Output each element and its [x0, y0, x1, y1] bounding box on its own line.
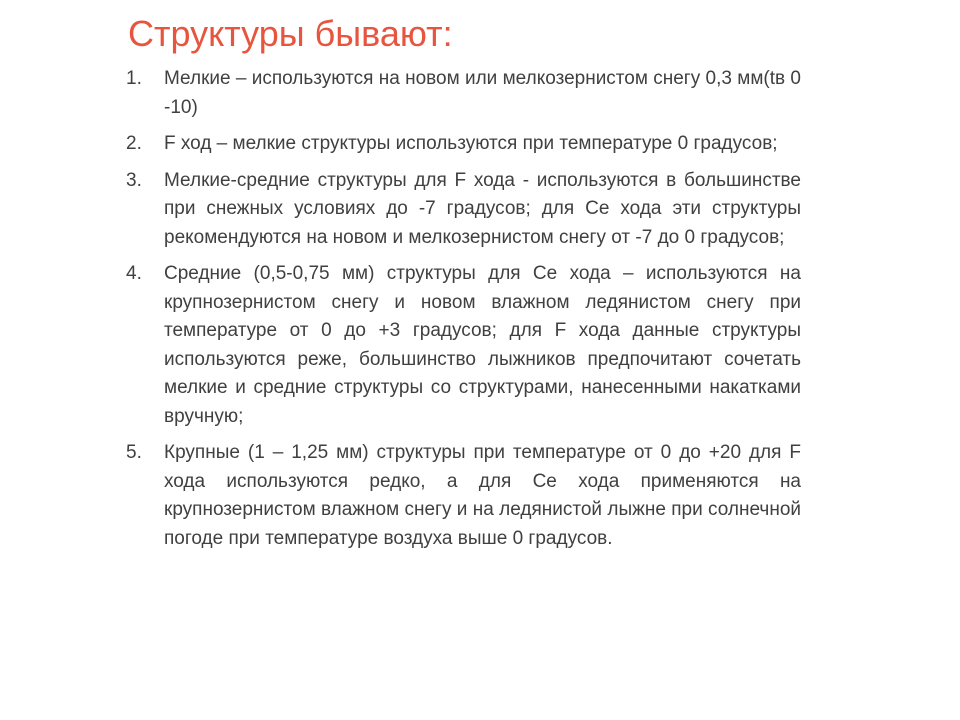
list-item-number: 2. — [126, 133, 142, 154]
list-item-text: Средние (0,5-0,75 мм) структуры для Се хода – используются на крупнозернистом снегу и новом влажном ледянистом снегу при температуре от 0 до +3 градусов; для F хода данные структуры используются реже, большинство лыжников предпочитают сочетать мелкие и средние структуры со структурами, нанесенными накатками вручную; — [164, 263, 801, 427]
list-item — [126, 167, 801, 253]
slide-title: Структуры бывают: — [128, 13, 453, 54]
list-item-text: Мелкие-средние структуры для F хода - используются в большинстве при снежных условиях до -7 градусов; для Се хода эти структуры рекомендуются на новом и мелкозернистом снегу от -7 до 0 градусов; — [164, 169, 801, 248]
list-item-number: 5. — [126, 442, 142, 463]
structures-list — [126, 65, 801, 561]
list-item-number: 3. — [126, 169, 142, 191]
list-item — [126, 65, 801, 122]
list-item-number: 4. — [126, 263, 142, 284]
list-item-number: 1. — [126, 68, 142, 89]
list-item-text: Крупные (1 – 1,25 мм) структуры при температуре от 0 до +20 для F хода используются редко, а для Се хода применяются на крупнозернистом влажном снегу и на ледянистой лыжне при солнечной погоде при температуре воздуха выше 0 градусов. — [164, 442, 801, 549]
list-item — [126, 439, 801, 553]
list-item-text: Мелкие – используются на новом или мелкозернистом снегу 0,3 мм(tв 0 -10) — [164, 68, 801, 118]
list-item-text: F ход – мелкие структуры используются при температуре 0 градусов; — [164, 133, 778, 154]
list-item — [126, 130, 801, 159]
list-item — [126, 260, 801, 431]
